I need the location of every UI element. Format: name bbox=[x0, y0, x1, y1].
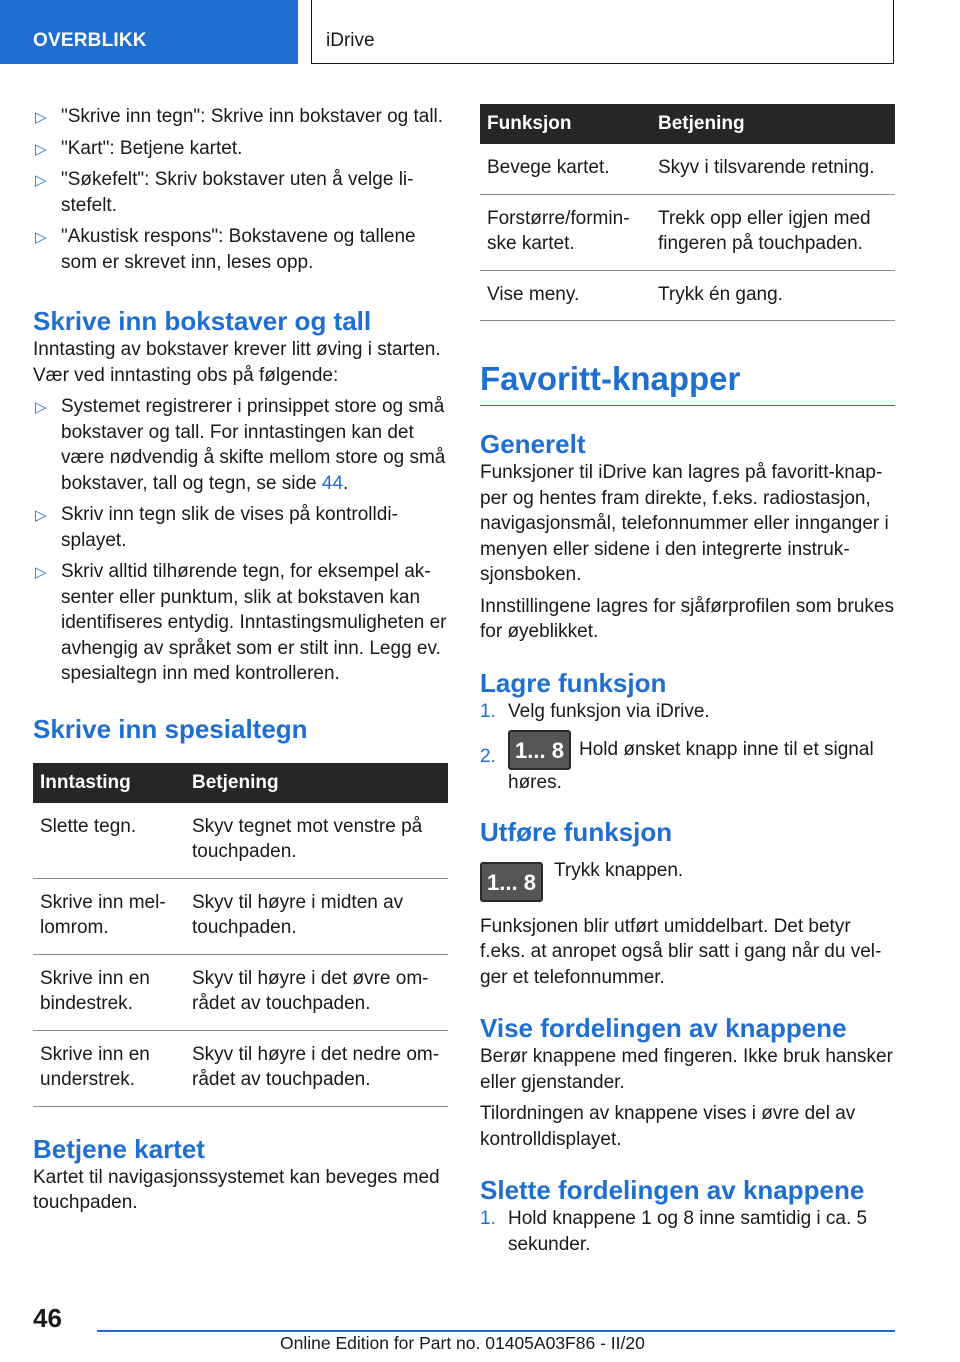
table-header-row bbox=[480, 104, 895, 144]
section-text: Innstillingene lagres for sjåførprofilen som brukes for øyeblikket. bbox=[480, 595, 894, 642]
table-header-cell: Funksjon bbox=[480, 104, 651, 144]
table-row: Slette tegn. Skyv tegnet mot venstre på touchpaden. bbox=[33, 803, 448, 879]
list-item: ▷ "Søkefelt": Skriv bokstaver uten å velge listefelt. bbox=[35, 169, 414, 216]
section-text: Inntasting av bokstaver krever litt øving i starten. Vær ved inntasting obs på følgende: bbox=[33, 339, 441, 386]
section-heading-execute: Utføre funksjon bbox=[480, 816, 673, 847]
section-heading-map: Betjene kartet bbox=[33, 1133, 205, 1164]
right-column bbox=[480, 104, 895, 1263]
map-functions-table bbox=[480, 104, 895, 321]
triangle-bullet-icon: ▷ bbox=[35, 140, 47, 158]
triangle-bullet-icon: ▷ bbox=[35, 564, 47, 581]
table-header-cell: Betjening bbox=[651, 104, 895, 144]
section-text: Tilordningen av knappene vises i øvre del av kontrolldisplayet. bbox=[480, 1103, 856, 1150]
triangle-bullet-icon: ▷ bbox=[35, 507, 47, 524]
list-item: ▷ "Akustisk respons": Bokstavene og tallene som er skrevet inn, leses opp. bbox=[35, 226, 416, 273]
left-column bbox=[33, 104, 448, 1222]
section-heading-delete-assignment: Slette fordelingen av knappene bbox=[480, 1175, 865, 1205]
section-text: Funksjoner til iDrive kan lagres på favoritt-knapper og hentes fram direkte, f.eks. radiostasjon, navigasjonsmål, telefonnummer eller innganger i menyen eller sidene i den integrerte instruksjonsboken. bbox=[480, 462, 889, 585]
table-row: Vise meny. Trykk én gang. bbox=[480, 270, 895, 321]
table-header-row bbox=[33, 763, 448, 803]
list-item: 1. Velg funksjon via iDrive. bbox=[480, 700, 710, 722]
table-row: Skrive inn en bindestrek. Skyv til høyre i det øvre området av touchpaden. bbox=[33, 954, 448, 1030]
section-label: OVERBLIKK bbox=[33, 30, 147, 51]
letters-bullet-list bbox=[33, 394, 448, 687]
section-text: Kartet til navigasjonssystemet kan beveges med touchpaden. bbox=[33, 1166, 440, 1213]
list-item: 2. 1... 8 Hold ønsket knapp inne til et signal høres. bbox=[480, 730, 895, 796]
chapter-label: iDrive bbox=[326, 30, 375, 51]
list-item: ▷ Skriv inn tegn slik de vises på kontrolldisplayet. bbox=[35, 504, 398, 551]
section-heading-show-assignment: Vise fordelingen av knappene bbox=[480, 1013, 847, 1043]
list-item: ▷ Systemet registrerer i prinsippet store og små bokstaver og tall. For inntastingen kan det være nødvendig å skifte mellom store og små bokstaver, tall og tegn, se side 44. bbox=[35, 396, 446, 494]
triangle-bullet-icon: ▷ bbox=[35, 109, 47, 126]
list-item: ▷ Skriv alltid tilhørende tegn, for eksempel aksenter eller punktum, slik at bokstaven kan identifiseres entydig. Inntastingsmuligheten er avhengig av språket som er stilt inn. Legg ev. spesialtegn inn med kontrolleren. bbox=[35, 561, 447, 684]
save-steps-list bbox=[480, 699, 895, 796]
table-row: Forstørre/forminske kartet. Trekk opp eller igjen med fingeren på touchpaden. bbox=[480, 194, 895, 270]
intro-bullet-list bbox=[33, 104, 448, 275]
list-item: 1. Hold knappene 1 og 8 inne samtidig i ca. 5 sekunder. bbox=[480, 1208, 868, 1255]
edition-note: Online Edition for Part no. 01405A03F86 - II/20 bbox=[280, 1333, 645, 1353]
list-item: ▷ "Kart": Betjene kartet. bbox=[33, 136, 448, 162]
section-heading-letters: Skrive inn bokstaver og tall bbox=[33, 306, 372, 336]
execute-row: 1... 8 Trykk knappen. bbox=[480, 858, 895, 904]
triangle-bullet-icon: ▷ bbox=[35, 172, 47, 189]
list-item: ▷ "Skrive inn tegn": Skrive inn bokstaver og tall. bbox=[33, 104, 448, 130]
section-heading-save: Lagre funksjon bbox=[480, 667, 667, 698]
triangle-bullet-icon: ▷ bbox=[35, 229, 47, 246]
triangle-bullet-icon: ▷ bbox=[35, 399, 47, 416]
chapter-heading: Favoritt-knapper bbox=[480, 359, 895, 406]
delete-steps-list bbox=[480, 1206, 895, 1257]
section-heading-special-chars: Skrive inn spesialtegn bbox=[33, 713, 308, 744]
table-row: Skrive inn mellomrom. Skyv til høyre i midten av touchpaden. bbox=[33, 878, 448, 954]
favorite-key-icon: 1... 8 bbox=[508, 730, 571, 770]
section-text: Funksjonen blir utført umiddelbart. Det betyr f.eks. at anropet også blir satt i gang når du velger et telefonnummer. bbox=[480, 915, 882, 988]
favorite-key-icon: 1... 8 bbox=[480, 862, 543, 902]
section-text: Berør knappene med fingeren. Ikke bruk hansker eller gjenstander. bbox=[480, 1046, 893, 1093]
table-row: Skrive inn en understrek. Skyv til høyre i det nedre området av touchpaden. bbox=[33, 1030, 448, 1106]
table-header-cell: Betjening bbox=[185, 763, 448, 803]
footer-divider bbox=[97, 1330, 895, 1332]
table-header-cell: Inntasting bbox=[33, 763, 185, 803]
chapter-tab bbox=[311, 0, 894, 64]
page-reference-link[interactable]: 44 bbox=[321, 472, 344, 494]
section-tab bbox=[0, 0, 298, 64]
section-heading-general: Generelt bbox=[480, 429, 586, 459]
special-chars-table bbox=[33, 763, 448, 1107]
table-row: Bevege kartet. Skyv i tilsvarende retning. bbox=[480, 144, 895, 194]
page-number: 46 bbox=[33, 1303, 62, 1333]
